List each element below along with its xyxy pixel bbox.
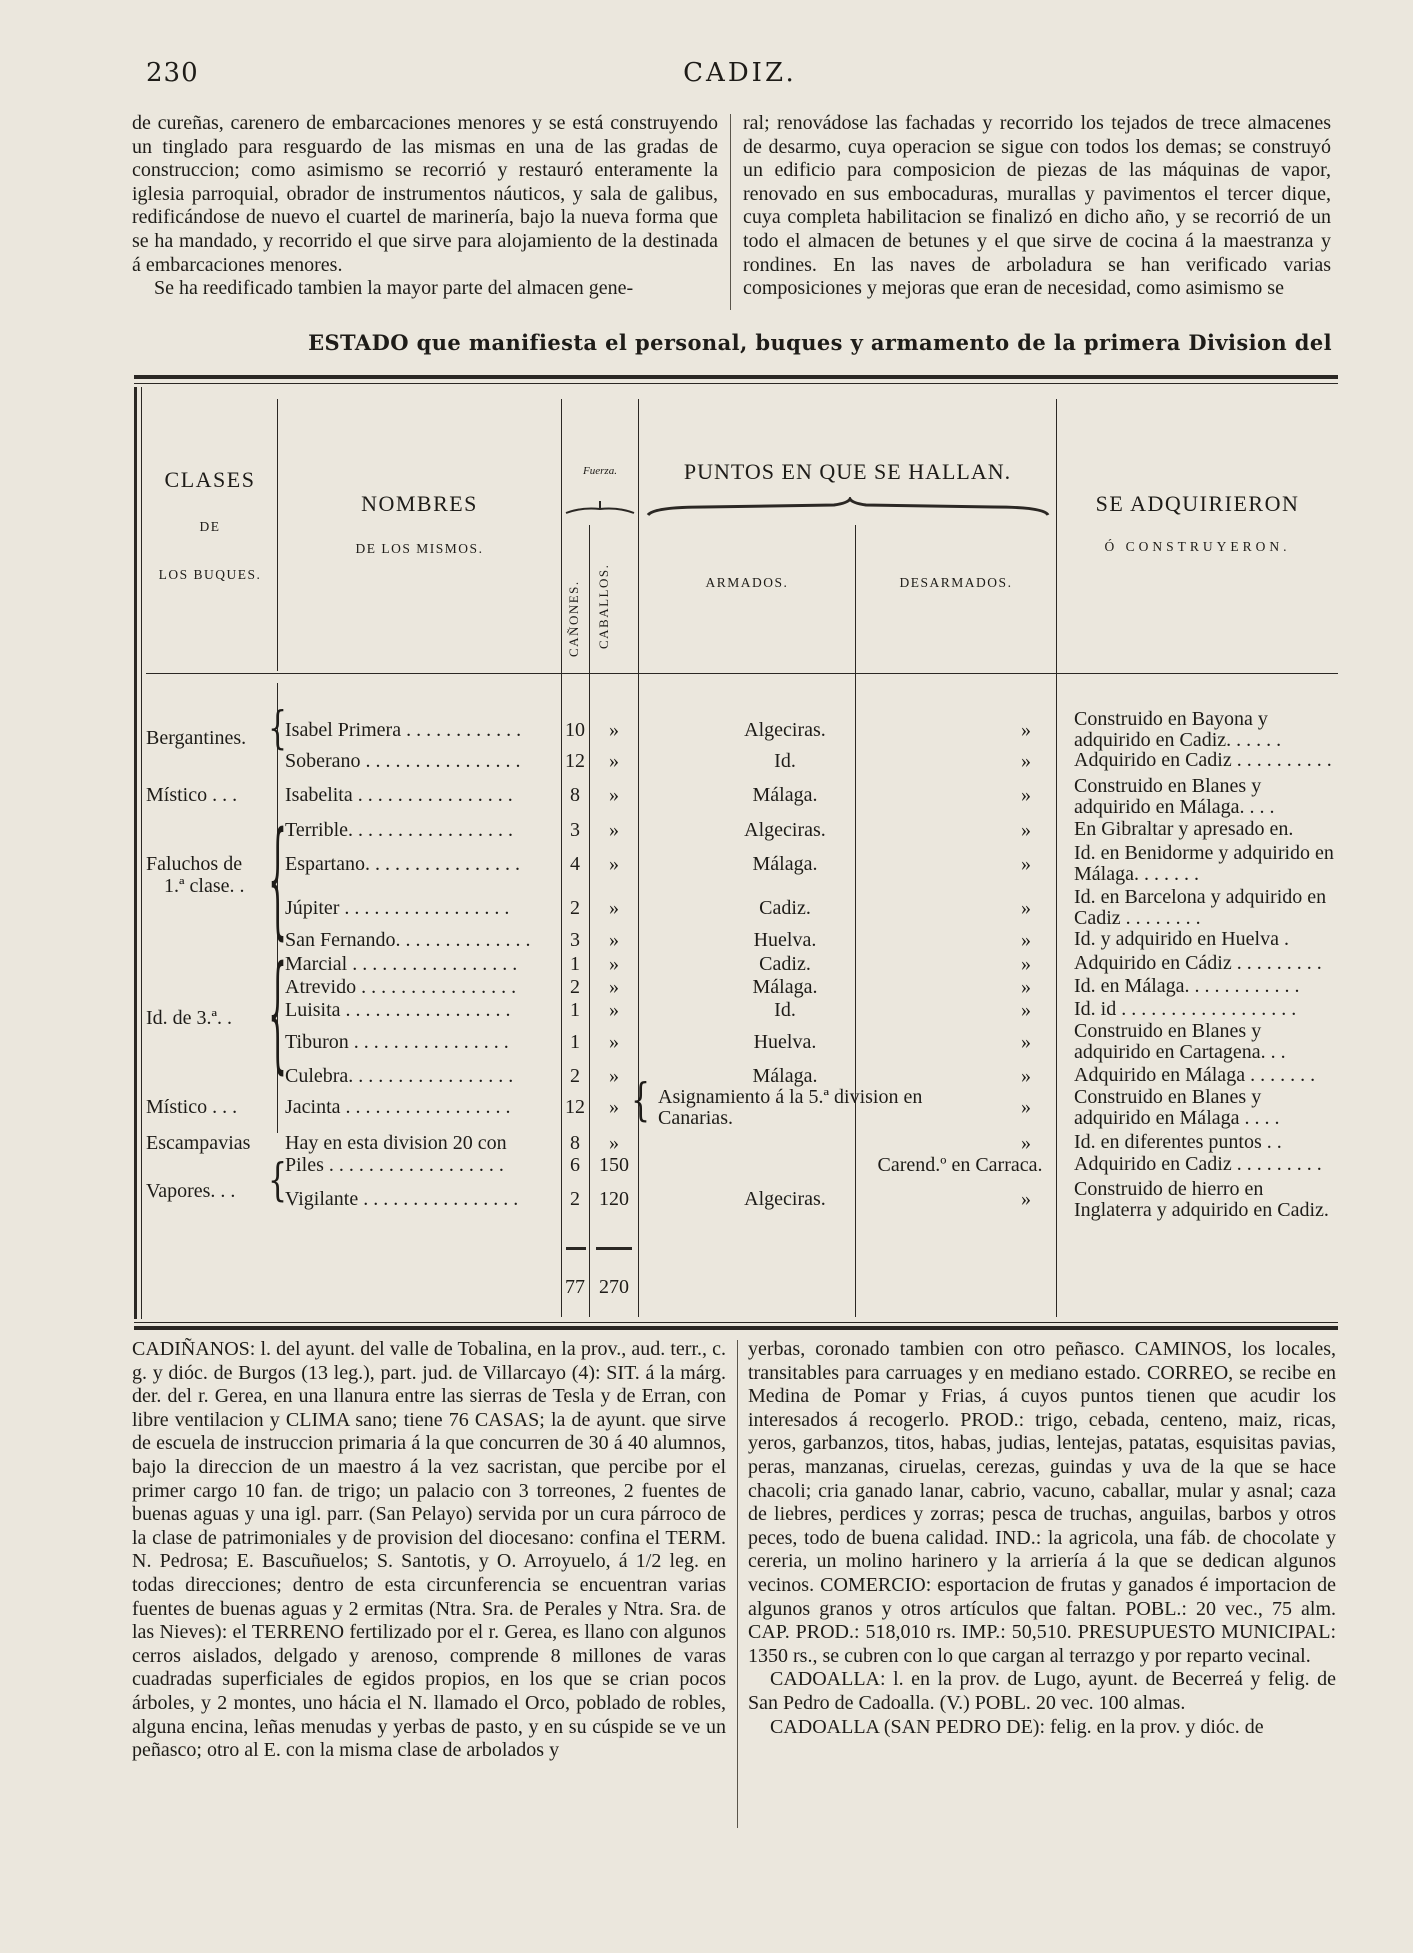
page-number: 230 (146, 58, 199, 88)
acquisition-value: Construido en Blanes y adquirido en Málaga. . . . (1074, 775, 1275, 818)
table-bottom-rule (134, 1326, 1338, 1330)
bottom-right-column (748, 1338, 1336, 1739)
vessel-name: Soberano . . . . . . . . . . . . . . . . (285, 750, 521, 772)
canones-value: 12 (565, 750, 585, 772)
desarmados-value: » (1021, 897, 1031, 919)
top-left-column (132, 112, 718, 301)
class-label: Faluchos de (146, 853, 243, 875)
armados-value: Cadiz. (759, 897, 811, 919)
header-se-adquirieron: SE ADQUIRIERON (1095, 491, 1300, 516)
header-armados: ARMADOS. (705, 575, 789, 590)
armados-value: Algeciras. (744, 719, 826, 741)
acquisition-value: Adquirido en Cadiz . . . . . . . . . (1074, 1154, 1322, 1175)
canones-value: 1 (570, 1031, 580, 1053)
class-brace: { (268, 1154, 288, 1207)
canones-value: 10 (565, 719, 585, 741)
armados-value: Id. (774, 999, 796, 1021)
vessel-name: Marcial . . . . . . . . . . . . . . . . . (285, 953, 518, 975)
canones-value: 2 (570, 1188, 580, 1210)
acquisition-value: Construido en Blanes y adquirido en Cartagena. . . (1074, 1020, 1286, 1063)
vessel-name: Júpiter . . . . . . . . . . . . . . . . . (285, 897, 510, 919)
header-clases: CLASES (164, 467, 256, 492)
column-divider (730, 114, 731, 310)
vessel-name: Espartano. . . . . . . . . . . . . . . . (285, 853, 520, 875)
vessel-name: Vigilante . . . . . . . . . . . . . . . . (285, 1188, 519, 1210)
armados-value: Málaga. (752, 976, 818, 998)
class-label: Místico . . . (146, 784, 238, 806)
header-de: DE (199, 519, 221, 534)
header-puntos: PUNTOS EN QUE SE HALLAN. (683, 459, 1012, 484)
paragraph: CADOALLA: l. en la prov. de Lugo, ayunt. de Becerreá y felig. de San Pedro de Cadoalla. (V.) POBL. 20 vec. 100 almas. (748, 1668, 1336, 1714)
canones-value: 1 (570, 999, 580, 1021)
caballos-value: » (609, 853, 619, 875)
armados-value: Málaga. (752, 1065, 818, 1087)
canones-value: 2 (570, 897, 580, 919)
total-caballos: 270 (599, 1276, 629, 1298)
acquisition-value: Construido en Bayona y adquirido en Cadiz. . . . . . (1074, 708, 1282, 751)
header-de-los-mismos: DE LOS MISMOS. (355, 541, 484, 556)
header-caballos: CABALLOS. (596, 563, 611, 649)
caballos-value: » (609, 1132, 619, 1154)
desarmados-value: » (1021, 853, 1031, 875)
desarmados-value: » (1021, 929, 1031, 951)
table-top-rule (134, 375, 1338, 379)
desarmados-value: » (1021, 1132, 1031, 1154)
acquisition-value: Id. en Barcelona y adquirido en Cadiz . . . . . . . . (1074, 886, 1327, 929)
class-label: Bergantines. (146, 727, 247, 749)
desarmados-value: » (1021, 1065, 1031, 1087)
armados-value: Málaga. (752, 853, 818, 875)
caballos-value: » (609, 719, 619, 741)
class-label: Escampavias (146, 1132, 251, 1154)
table-caption: ESTADO que manifiesta el personal, buques y armamento de la primera Division del (308, 330, 1332, 355)
header-fuerza: Fuerza. (583, 465, 617, 477)
vessel-name: Hay en esta division 20 con (285, 1132, 507, 1154)
class-brace: { (268, 808, 288, 956)
canones-value: 4 (570, 853, 580, 875)
vessel-name: Atrevido . . . . . . . . . . . . . . . . (285, 976, 517, 998)
total-canones: 77 (565, 1276, 585, 1298)
armados-value: Cadiz. (759, 953, 811, 975)
page-title: CADIZ. (683, 58, 797, 88)
fuerza-brace (564, 499, 636, 517)
running-head (140, 54, 1340, 94)
canones-value: 2 (570, 976, 580, 998)
canones-value: 8 (570, 1132, 580, 1154)
canones-value: 3 (570, 929, 580, 951)
caballos-value: 120 (599, 1188, 629, 1210)
vessel-name: Terrible. . . . . . . . . . . . . . . . . (285, 819, 514, 841)
armados-value: Algeciras. (744, 819, 826, 841)
vessel-name: Luisita . . . . . . . . . . . . . . . . . (285, 999, 511, 1021)
acquisition-value: Id. en diferentes puntos . . (1074, 1132, 1282, 1153)
column-rule (277, 399, 278, 671)
class-label: Místico . . . (146, 1096, 238, 1118)
paragraph: de cureñas, carenero de embarcaciones menores y se está construyendo un tinglado para resguardo de las mismas en una de las gradas de construccion; como asimismo se recorrió y restauró enteramente la iglesia parroquial, obrador de instrumentos náuticos, y sala de galibus, redificándose de nuevo el cuartel de marinería, bajo la nueva forma que se ha mandado, y recorrido el que sirve para alojamiento de la destinada á embarcaciones menores. (132, 112, 718, 276)
desarmados-value: » (1021, 976, 1031, 998)
armados-value: Asignamiento á la 5.ª division en Canarias. (658, 1086, 923, 1129)
desarmados-value: » (1021, 784, 1031, 806)
table-left-edge (134, 387, 137, 1319)
acquisition-value: Id. en Benidorme y adquirido en Málaga. . . . . . . (1074, 842, 1334, 885)
vessel-name: Jacinta . . . . . . . . . . . . . . . . . (285, 1096, 511, 1118)
desarmados-value: » (1021, 1031, 1031, 1053)
vessel-name: Culebra. . . . . . . . . . . . . . . . . (285, 1065, 514, 1087)
canones-value: 12 (565, 1096, 585, 1118)
desarmados-value: » (1021, 953, 1031, 975)
top-right-column (743, 112, 1331, 301)
class-label: 1.ª clase. . (164, 875, 245, 897)
class-label: Vapores. . . (146, 1180, 236, 1202)
paragraph: CADOALLA (SAN PEDRO DE): felig. en la prov. y dióc. de (770, 1715, 1264, 1738)
canones-value: 6 (570, 1154, 580, 1176)
armados-value: Algeciras. (744, 1188, 826, 1210)
header-o-construyeron: Ó CONSTRUYERON. (1104, 539, 1291, 554)
bottom-left-column (132, 1338, 726, 1763)
fleet-status-table (134, 375, 1338, 1330)
armados-value: Id. (774, 750, 796, 772)
acquisition-value: Construido en Blanes y adquirido en Málaga . . . . (1074, 1086, 1280, 1129)
paragraph: CADIÑANOS: l. del ayunt. del valle de Tobalina, en la prov., aud. terr., c. g. y dióc. de Burgos (13 leg.), part. jud. de Villarcayo (4): SIT. á la márg. der. del r. Gerea, en una llanura entre las sierras de Tesla y de Erran, con libre ventilacion y CLIMA sano; tiene 76 CASAS; la de ayunt. que sirve de escuela de instruccion primaria á la que concurren de 30 á 40 alumnos, bajo la direccion de un maestro á la vez sacristan, que percibe por el primer cargo 10 fan. de trigo; un palacio con 3 torreones, 2 fuentes de buenas aguas y una igl. parr. (San Pelayo) servida por un cura párroco de la clase de patrimoniales y de provision del diocesano: confina el TERM. N. Pedrosa; E. Bascuñuelos; S. Santotis, y O. Arroyuelo, á 1/2 leg. en todas direcciones; dentro de esta circunferencia se encuentran varias fuentes de buenas aguas y 2 ermitas (Ntra. Sra. de Perales y Ntra. Sra. de las Nieves): el TERRENO fertilizado por el r. Gerea, es llano con algunos cerros aislados, delgado y arenoso, comprende 8 millones de varas cuadradas superficiales de egidos propios, en los que se crian pocos árboles, y 2 montes, uno hácia el N. llamado el Orco, poblado de robles, alguna encina, leñas menudas y yerbas de pasto, y en su cúspide se ve un peñasco; otro al E. con la misma clase de arbolados y (132, 1338, 726, 1762)
paragraph: ral; renovádose las fachadas y recorrido los tejados de trece almacenes de desarmo, cuya operacion se sigue con todos los demas; se construyó un edificio para composicion de piezas de las máquinas de vapor, renovado en sus embocaduras, murallas y pavimentos el tercer dique, cuya completa habilitacion se finalizó en dicho año, y se recorrió de un todo el almacen de betunes y el que sirve de cocina á la maestranza y rondines. En las naves de arboladura se han verificado varias composiciones y mejoras que eran de necesidad, como asimismo se (743, 112, 1331, 300)
desarmados-value: » (1021, 1188, 1031, 1210)
vessel-name: San Fernando. . . . . . . . . . . . . . (285, 929, 531, 951)
desarmados-value: Carend.º en Carraca. (877, 1154, 1043, 1176)
desarmados-value: » (1021, 819, 1031, 841)
caballos-value: » (609, 897, 619, 919)
class-brace: { (268, 702, 288, 755)
column-rule (638, 399, 639, 1317)
acquisition-value: En Gibraltar y apresado en. (1074, 819, 1294, 840)
caballos-value: » (609, 750, 619, 772)
armados-value: Huelva. (753, 1031, 817, 1053)
acquisition-value: Adquirido en Málaga . . . . . . . (1074, 1065, 1316, 1086)
desarmados-value: » (1021, 999, 1031, 1021)
paragraph: Se ha reedificado tambien la mayor parte del almacen gene- (154, 277, 634, 300)
puntos-brace (644, 497, 1052, 523)
desarmados-value: » (1021, 1096, 1031, 1118)
desarmados-value: » (1021, 719, 1031, 741)
table-bottom-rule-thin (134, 1322, 1338, 1323)
armados-value: Huelva. (753, 929, 817, 951)
total-rule (596, 1247, 632, 1250)
canones-value: 1 (570, 953, 580, 975)
armados-brace: { (631, 1074, 651, 1127)
header-los-buques: LOS BUQUES. (158, 567, 262, 582)
paragraph: yerbas, coronado tambien con otro peñasco. CAMINOS, los locales, transitables para carruages y en mediano estado. CORREO, se recibe en Medina de Pomar y Frias, á cuyos puntos tienen que acudir los interesados á recogerlo. PROD.: trigo, cebada, centeno, maiz, ricas, yeros, garbanzos, titos, habas, judias, lentejas, patatas, esquisitas pavias, peras, manzanas, ciruelas, cerezas, guindas y uva de la que se hace chacoli; cria ganado lanar, cabrio, vacuno, caballar, mular y asnal; caza de liebres, perdices y zorras; pesca de truchas, anguilas, barbos y otros peces, todo de buena calidad. IND.: la agricola, una fáb. de chocolate y cereria, un molino harinero y la arriería á la que se dedican algunos vecinos. COMERCIO: esportacion de frutas y ganados é importacion de algunos granos y otros artículos que faltan. POBL.: 20 vec., 75 alm. CAP. PROD.: 518,010 rs. IMP.: 50,510. PRESUPUESTO MUNICIPAL: 1350 rs., se cubren con lo que cargan al terrazgo y por reparto vecinal. (748, 1338, 1336, 1667)
header-bottom-rule (146, 673, 1338, 674)
caballos-value: » (609, 1096, 619, 1118)
acquisition-value: Adquirido en Cádiz . . . . . . . . . (1074, 953, 1322, 974)
caballos-value: » (609, 976, 619, 998)
canones-value: 2 (570, 1065, 580, 1087)
column-divider (737, 1340, 738, 1828)
acquisition-value: Id. en Málaga. . . . . . . . . . . . (1074, 976, 1300, 997)
header-canones: CAÑONES. (566, 580, 581, 657)
vessel-name: Isabel Primera . . . . . . . . . . . . (285, 719, 522, 741)
vessel-name: Isabelita . . . . . . . . . . . . . . . . (285, 784, 513, 806)
table-top-rule-thin (134, 383, 1338, 384)
header-desarmados: DESARMADOS. (899, 575, 1013, 590)
class-label: Id. de 3.ª. . (146, 1007, 233, 1029)
desarmados-value: » (1021, 750, 1031, 772)
caballos-value: » (609, 953, 619, 975)
caballos-value: » (609, 999, 619, 1021)
acquisition-value: Construido de hierro en Inglaterra y adquirido en Cadiz. (1074, 1178, 1329, 1221)
armados-value: Málaga. (752, 784, 818, 806)
caballos-value: » (609, 819, 619, 841)
total-rule (566, 1247, 586, 1250)
acquisition-value: Id. y adquirido en Huelva . (1074, 929, 1289, 950)
acquisition-value: Adquirido en Cadiz . . . . . . . . . . (1074, 750, 1332, 771)
acquisition-value: Id. id . . . . . . . . . . . . . . . . . . (1074, 999, 1297, 1020)
vessel-name: Tiburon . . . . . . . . . . . . . . . . (285, 1031, 509, 1053)
caballos-value: » (609, 1031, 619, 1053)
vessel-name: Piles . . . . . . . . . . . . . . . . . . (285, 1154, 504, 1176)
class-brace: { (268, 942, 288, 1090)
header-nombres: NOMBRES (361, 491, 478, 516)
caballos-value: » (609, 1065, 619, 1087)
caballos-value: » (609, 929, 619, 951)
caballos-value: 150 (599, 1154, 629, 1176)
canones-value: 8 (570, 784, 580, 806)
canones-value: 3 (570, 819, 580, 841)
caballos-value: » (609, 784, 619, 806)
